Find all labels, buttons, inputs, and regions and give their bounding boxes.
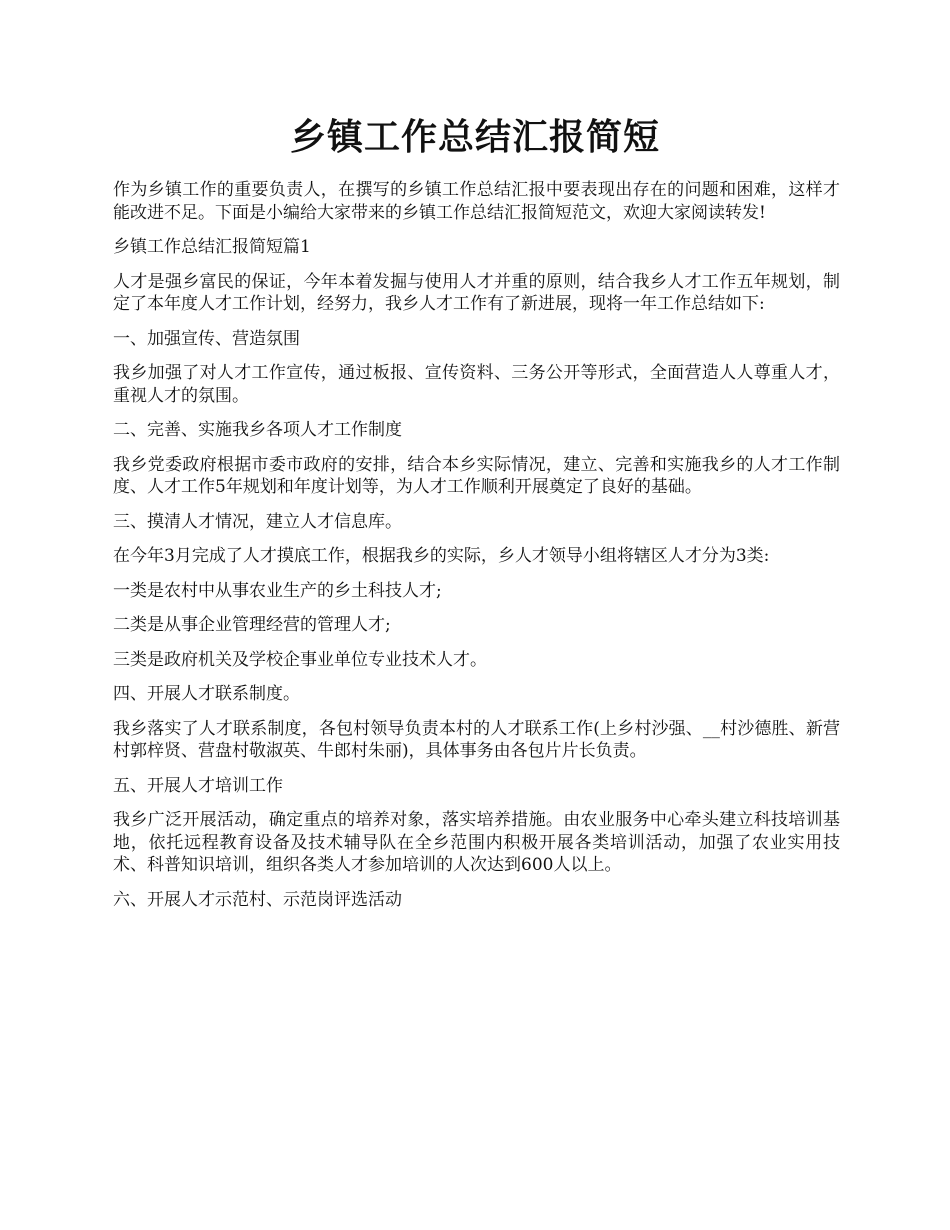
section-heading-article-1: 乡镇工作总结汇报简短篇1: [113, 237, 311, 257]
intro-paragraph: 作为乡镇工作的重要负责人，在撰写的乡镇工作总结汇报中要表现出存在的问题和困难，这样才能改进不足。下面是小编给大家带来的乡镇工作总结汇报简短范文，欢迎大家阅读转发!: [113, 180, 840, 223]
heading-2-system: 二、完善、实施我乡各项人才工作制度: [113, 420, 402, 440]
document-body: [113, 179, 840, 923]
publicity-paragraph: 我乡加强了对人才工作宣传，通过板报、宣传资料、三务公开等形式，全面营造人人尊重人才，重视人才的氛围。: [113, 363, 840, 406]
heading-1-publicity: 一、加强宣传、营造氛围: [113, 328, 300, 349]
summary-intro-paragraph: 人才是强乡富民的保证，今年本着发掘与使用人才并重的原则，结合我乡人才工作五年规划，制定了本年度人才工作计划，经努力，我乡人才工作有了新进展，现将一年工作总结如下:: [113, 271, 840, 314]
heading-3-database: 三、摸清人才情况，建立人才信息库。: [113, 511, 402, 532]
document-title: 乡镇工作总结汇报简短: [289, 116, 660, 158]
heading-6-selection: 六、开展人才示范村、示范岗评选活动: [113, 889, 402, 910]
category-1-line: 一类是农村中从事农业生产的乡土科技人才;: [113, 580, 442, 601]
category-3-line: 三类是政府机关及学校企事业单位专业技术人才。: [113, 649, 487, 670]
heading-5-training: 五、开展人才培训工作: [113, 775, 283, 796]
contact-paragraph: 我乡落实了人才联系制度，各包村领导负责本村的人才联系工作(上乡村沙强、__村沙德胜、新营村郭梓贤、营盘村敬淑英、牛郎村朱丽)，具体事务由各包片片长负责。: [113, 718, 840, 761]
heading-4-contact: 四、开展人才联系制度。: [113, 684, 300, 704]
category-2-line: 二类是从事企业管理经营的管理人才;: [113, 615, 391, 635]
training-paragraph: 我乡广泛开展活动，确定重点的培养对象，落实培养措施。由农业服务中心牵头建立科技培训基地，依托远程教育设备及技术辅导队在全乡范围内积极开展各类培训活动，加强了农业实用技术、科普知识培训，组织各类人才参加培训的人次达到600人以上。: [113, 810, 840, 875]
database-paragraph: 在今年3月完成了人才摸底工作，根据我乡的实际，乡人才领导小组将辖区人才分为3类:: [113, 546, 770, 566]
system-paragraph: 我乡党委政府根据市委市政府的安排，结合本乡实际情况，建立、完善和实施我乡的人才工作制度、人才工作5年规划和年度计划等，为人才工作顺利开展奠定了良好的基础。: [113, 454, 840, 497]
